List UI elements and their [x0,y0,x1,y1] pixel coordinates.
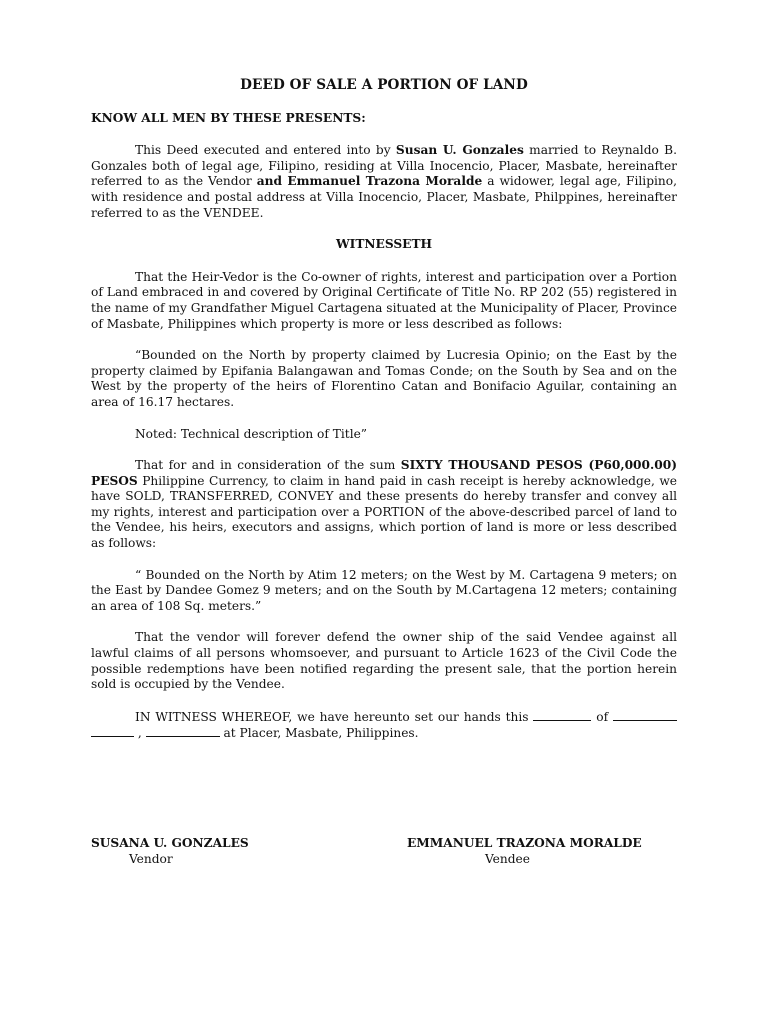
day-blank[interactable] [533,709,591,721]
witness-text-1: IN WITNESS WHEREOF, we have hereunto set our hands this [135,709,534,724]
witness-paragraph [91,709,677,742]
vendor-signature [91,835,249,867]
witness-text-2: of [591,709,613,724]
intro-paragraph [91,143,677,221]
year-blank[interactable] [146,725,220,737]
intro-vendor-name: Susan U. Gonzales [395,143,524,158]
document-title: DEED OF SALE A PORTION OF LAND [240,77,528,93]
warranty-paragraph: That the vendor will forever defend the owner ship of the said Vendee against all lawful claims of all persons whomsoever, and pursuant to Article 1623 of the Civil Code the possible redemptions have been notified regarding the present sale, that the portion herein sold is occupied by the Vendee. [91,630,677,692]
intro-text-2: married to Reynaldo B. Gonzales both of legal age, Filipino, residing at Villa Inocencio, Placer, Masbate, hereinafter referred to as the Vendor [91,143,678,189]
witness-text-3: , [134,726,146,741]
vendee-signature [407,835,642,867]
vendee-signature-role: Vendee [485,852,530,866]
intro-text-1: This Deed executed and entered into by [135,143,396,158]
vendor-signature-name: SUSANA U. GONZALES [91,836,249,850]
consideration-amount: SIXTY THOUSAND PESOS (P60,000.00) PESOS [91,458,677,488]
month-blank-1[interactable] [613,709,677,721]
consideration-text-1: That for and in consideration of the sum [135,458,401,473]
technical-note-paragraph: Noted: Technical description of Title” [135,426,368,441]
consideration-paragraph [91,458,677,552]
vendee-signature-name: EMMANUEL TRAZONA MORALDE [407,836,642,850]
month-blank-2[interactable] [91,725,134,737]
intro-text-3: a widower, legal age, Filipino, with residence and postal address at Villa Inocencio, Placer, Masbate, Philppines, hereinafter referred to as the VENDEE. [91,174,677,220]
witness-text-4: at Placer, Masbate, Philippines. [219,726,419,741]
intro-vendee-name: and Emmanuel Trazona Moralde [256,174,483,189]
portion-description-paragraph: “ Bounded on the North by Atim 12 meters; on the West by M. Cartagena 9 meters; on the East by Dandee Gomez 9 meters; and on the South by M.Cartagena 12 meters; containing an area of 108 Sq. meters.” [91,567,677,613]
property-description-paragraph: “Bounded on the North by property claimed by Lucresia Opinio; on the East by the property claimed by Epifania Balangawan and Tomas Conde; on the South by Sea and on the West by the property of the heirs of Florentino Catan and Bonifacio Aguilar, containing an area of 16.17 hectares. [91,348,677,409]
consideration-text-2: Philippine Currency, to claim in hand paid in cash receipt is hereby acknowledge, we have SOLD, TRANSFERRED, CONVEY and these presents do hereby transfer and convey all my rights, interest and participation over a PORTION of the above-described parcel of land to the Vendee, his heirs, executors and assigns, which portion of land is more or less described as follows: [91,473,677,551]
greeting-heading: KNOW ALL MEN BY THESE PRESENTS: [91,110,366,125]
vendor-signature-role: Vendor [129,852,173,866]
ownership-paragraph: That the Heir-Vedor is the Co-owner of rights, interest and participation over a Portion of Land embraced in and covered by Original Certificate of Title No. RP 202 (55) registered in the name of my Grandfather Miguel Cartagena situated at the Municipality of Placer, Province of Masbate, Philippines which property is more or less described as follows: [91,269,677,331]
witnesseth-heading: WITNESSETH [335,237,433,252]
deed-document [91,78,677,758]
